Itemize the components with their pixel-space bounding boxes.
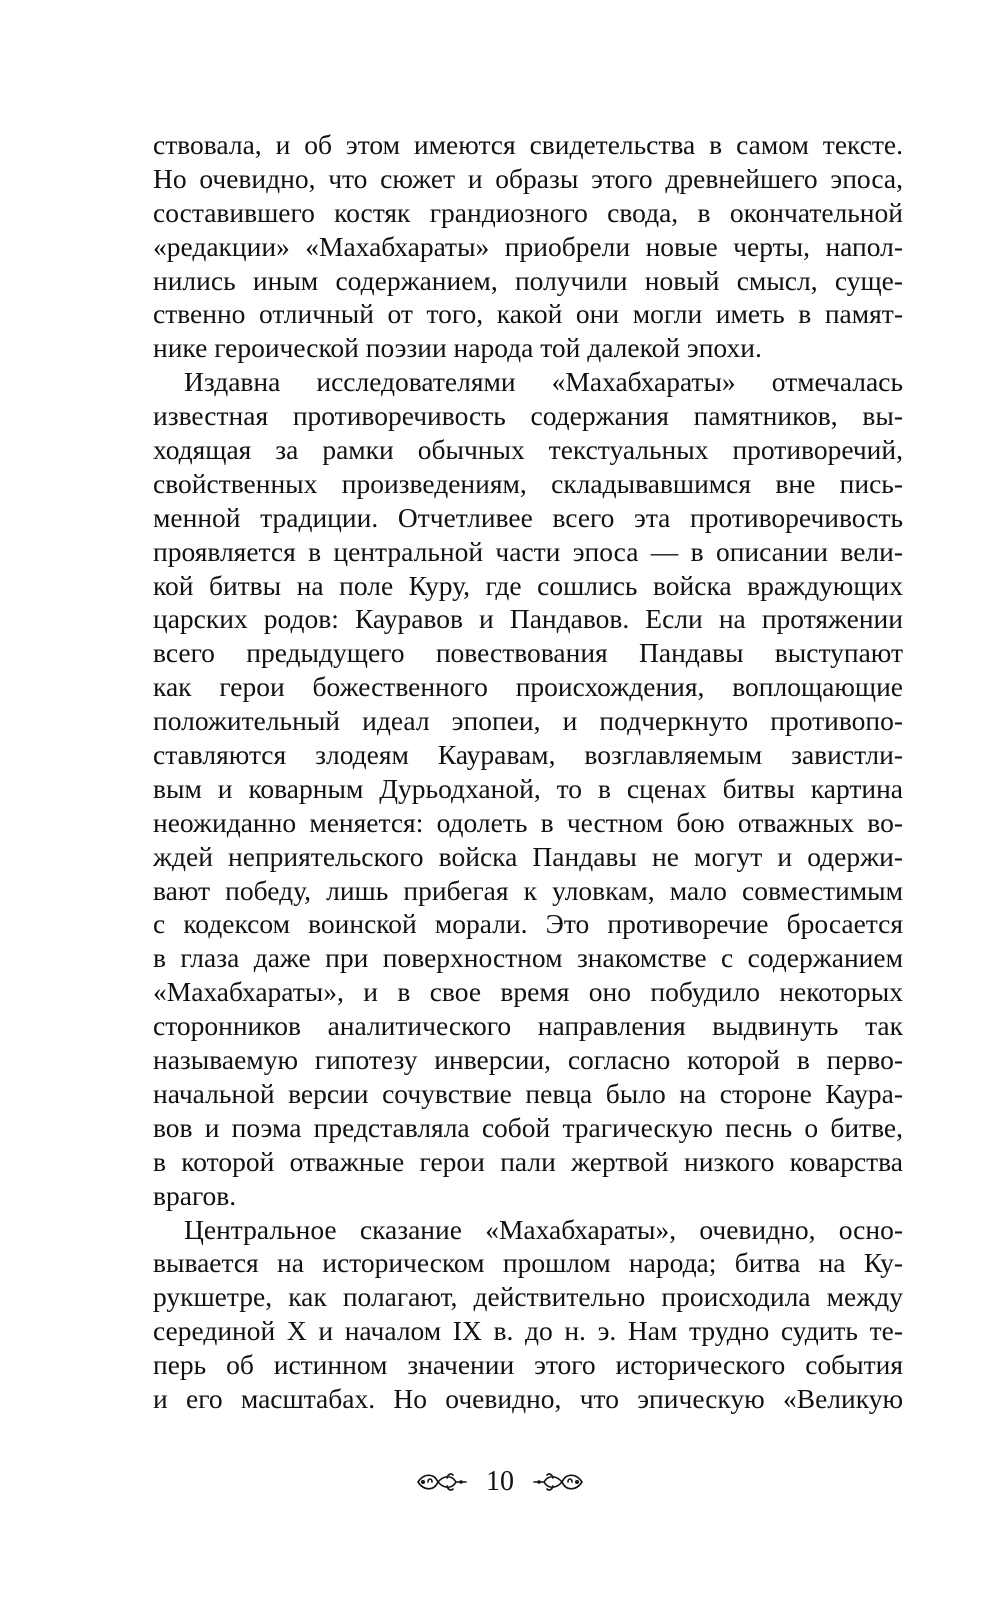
text-line: в которой отважные герои пали жертвой низкого коварства: [153, 1145, 903, 1177]
text-line: ставляются злодеям Кауравам, возглавляемым завистли-: [153, 739, 903, 771]
text-line: положительный идеал эпопеи, и подчеркнуто противопо-: [153, 705, 903, 737]
text-line: сторонников аналитического направления выдвинуть так: [153, 1010, 903, 1042]
text-line: с кодексом воинской морали. Это противоречие бросается: [153, 908, 903, 940]
text-line: и его масштабах. Но очевидно, что эпическую «Великую: [153, 1382, 903, 1414]
text-line: ждей неприятельского войска Пандавы не могут и одержи-: [153, 840, 903, 872]
text-line: свойственных произведениям, складывавшимся вне пись-: [153, 467, 903, 499]
text-line: царских родов: Кауравов и Пандавов. Если на протяжении: [153, 603, 903, 635]
text-line: начальной версии сочувствие певца было на стороне Каура-: [153, 1077, 903, 1109]
text-line: вым и коварным Дурьодханой, то в сценах битвы картина: [153, 772, 903, 804]
text-line: вают победу, лишь прибегая к уловкам, мало совместимым: [153, 874, 903, 906]
floral-ornament-right-icon: [530, 1469, 586, 1495]
text-line: неожиданно меняется: одолеть в честном бою отважных во-: [153, 806, 903, 838]
text-line: перь об истинном значении этого исторического события: [153, 1349, 903, 1381]
page-footer: [0, 1462, 1000, 1502]
text-line: всего предыдущего повествования Пандавы выступают: [153, 637, 903, 669]
text-line: как герои божественного происхождения, воплощающие: [153, 671, 903, 703]
text-line: серединой X и началом IX в. до н. э. Нам трудно судить те-: [153, 1315, 903, 1347]
text-line: кой битвы на поле Куру, где сошлись войска враждующих: [153, 569, 903, 601]
text-line: составившего костяк грандиозного свода, в окончательной: [153, 196, 903, 228]
text-line: врагов.: [153, 1179, 237, 1211]
text-line: нике героической поэзии народа той далекой эпохи.: [153, 332, 762, 364]
text-line: рукшетре, как полагают, действительно происходила между: [153, 1281, 903, 1313]
page-number: 10: [486, 1466, 514, 1497]
floral-ornament-left-icon: [414, 1469, 470, 1495]
text-line: Издавна исследователями «Махабхараты» отмечалась: [184, 366, 903, 398]
text-line: Но очевидно, что сюжет и образы этого древнейшего эпоса,: [153, 162, 903, 194]
text-line: вывается на историческом прошлом народа; битва на Ку-: [153, 1247, 903, 1279]
text-line: в глаза даже при поверхностном знакомстве с содержанием: [153, 942, 903, 974]
text-line: ствовала, и об этом имеются свидетельства в самом тексте.: [153, 129, 903, 160]
text-line: «Махабхараты», и в свое время оно побудило некоторых: [153, 976, 903, 1008]
text-line: проявляется в центральной части эпоса — в описании вели-: [153, 535, 903, 567]
page-body: [153, 128, 903, 1416]
text-line: вов и поэма представляла собой трагическую песнь о битве,: [153, 1111, 903, 1143]
text-line: нились иным содержанием, получили новый смысл, суще-: [153, 264, 903, 296]
text-line: ходящая за рамки обычных текстуальных противоречий,: [153, 434, 903, 466]
text-line: «редакции» «Махабхараты» приобрели новые черты, напол-: [153, 230, 903, 262]
text-line: называемую гипотезу инверсии, согласно которой в перво-: [153, 1044, 903, 1076]
text-line: менной традиции. Отчетливее всего эта противоречивость: [153, 501, 903, 533]
text-line: ственно отличный от того, какой они могли иметь в памят-: [153, 298, 903, 330]
text-line: известная противоречивость содержания памятников, вы-: [153, 400, 903, 432]
text-line: Центральное сказание «Махабхараты», очевидно, осно-: [184, 1213, 903, 1245]
